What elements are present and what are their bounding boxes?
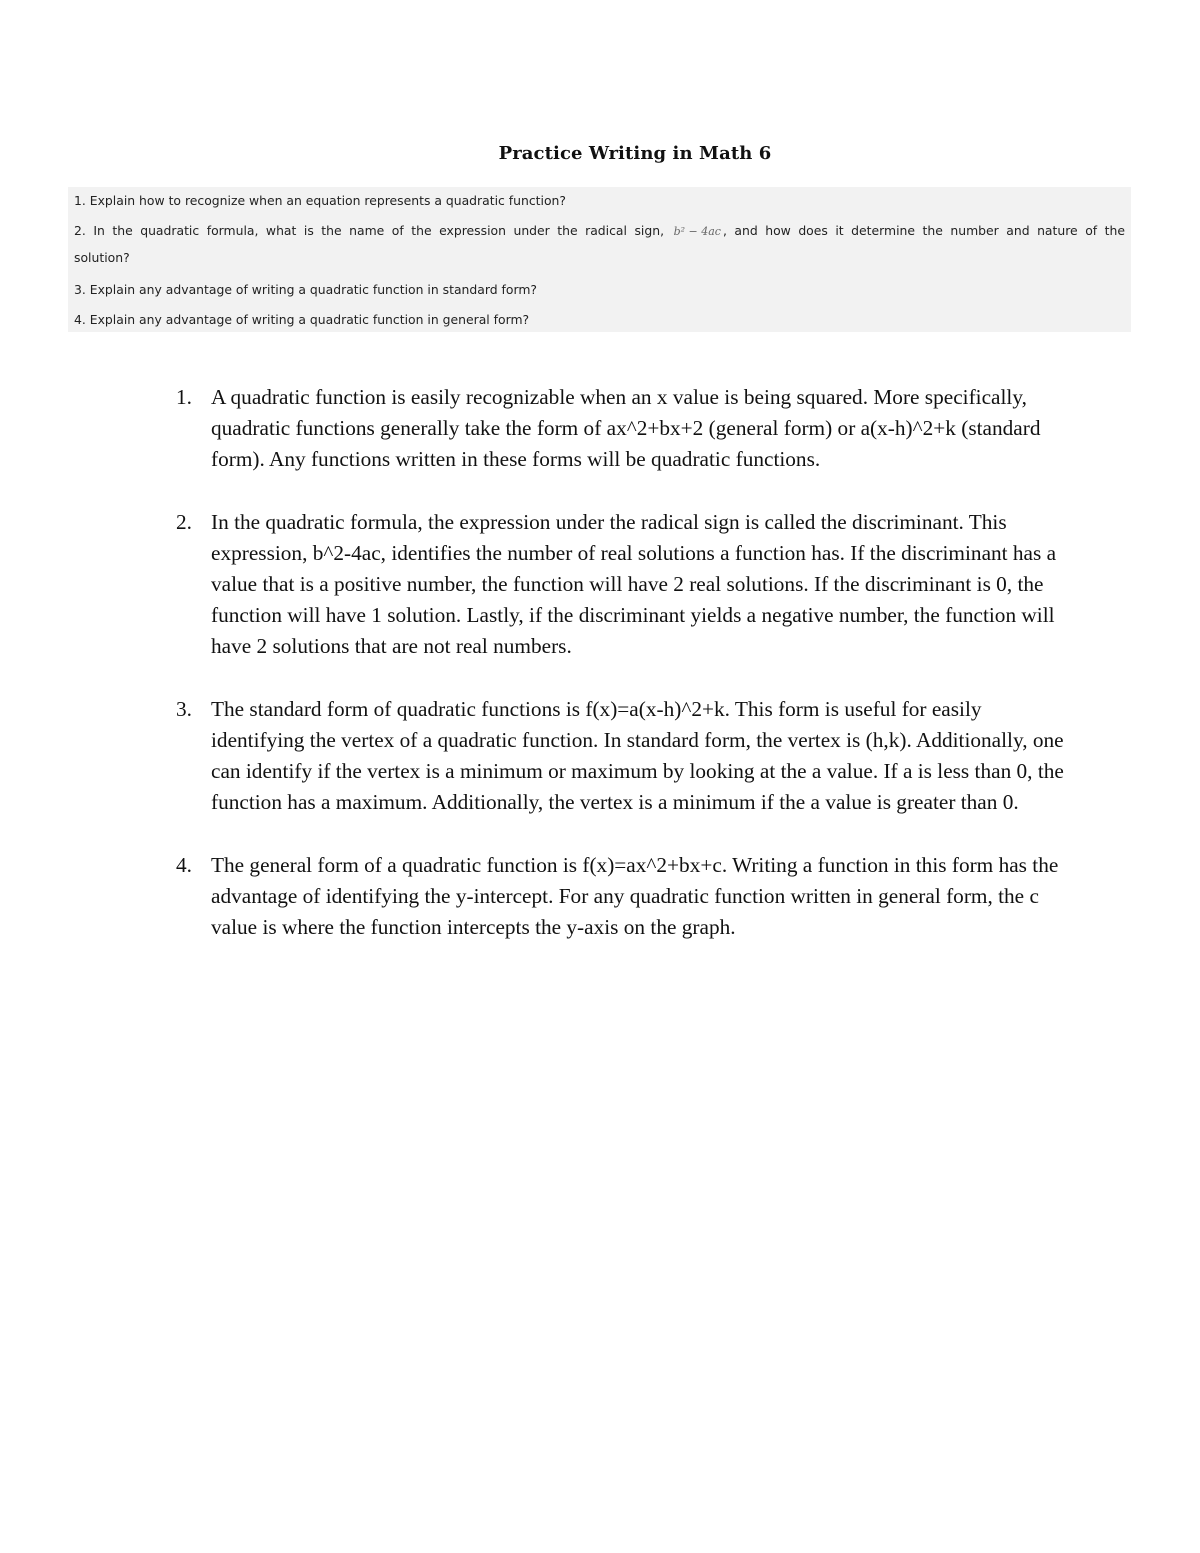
- answer-number: 2.: [176, 509, 192, 534]
- answer-number: 1.: [176, 385, 192, 409]
- answer-item: [170, 694, 1070, 818]
- answer-text: A quadratic function is easily recognizable when an x value is being squared. More specifically, quadratic functions generally take the form of ax^2+bx+2 (general form) or a(x-h)^2+k (standard form). Any functions written in these forms will be quadratic functions.: [211, 385, 1041, 472]
- answer-number: 4.: [176, 852, 192, 877]
- question-3: 3. Explain any advantage of writing a quadratic function in standard form?: [74, 282, 537, 297]
- answer-item: [170, 382, 1070, 475]
- question-2-text-start: 2. In the quadratic formula, what is the name of the expression under the radical sign,: [74, 223, 665, 238]
- question-1: 1. Explain how to recognize when an equation represents a quadratic function?: [74, 193, 566, 208]
- page-title: Practice Writing in Math 6: [498, 143, 772, 164]
- answer-text: The standard form of quadratic functions is f(x)=a(x-h)^2+k. This form is useful for easily identifying the vertex of a quadratic function. In standard form, the vertex is (h,k). Additionally, one can identify if the vertex is a minimum or maximum by looking at the a value. If a is less than 0, the function has a maximum. Additionally, the vertex is a minimum if the a value is greater than 0.: [211, 696, 1064, 815]
- answer-item: [170, 850, 1070, 943]
- answer-text: The general form of a quadratic function is f(x)=ax^2+bx+c. Writing a function in this form has the advantage of identifying the y-intercept. For any quadratic function written in general form, the c value is where the function intercepts the y-axis on the graph.: [211, 852, 1059, 940]
- question-2-continuation: solution?: [74, 250, 130, 265]
- question-2: [74, 223, 1125, 238]
- questions-box: [68, 187, 1131, 332]
- answer-text: In the quadratic formula, the expression under the radical sign is called the discriminant. This expression, b^2-4ac, identifies the number of real solutions a function has. If the discriminant has a value that is a positive number, the function will have 2 real solutions. If the discriminant is 0, the function will have 1 solution. Lastly, if the discriminant yields a negative number, the function will have 2 solutions that are not real numbers.: [211, 509, 1057, 659]
- answer-number: 3.: [176, 696, 192, 721]
- answer-item: [170, 507, 1070, 662]
- question-4: 4. Explain any advantage of writing a quadratic function in general form?: [74, 312, 530, 327]
- answer-list: [170, 382, 1070, 975]
- question-2-text-end: , and how does it determine the number and nature of the: [722, 223, 1125, 238]
- discriminant-formula: b² − 4ac: [673, 225, 721, 238]
